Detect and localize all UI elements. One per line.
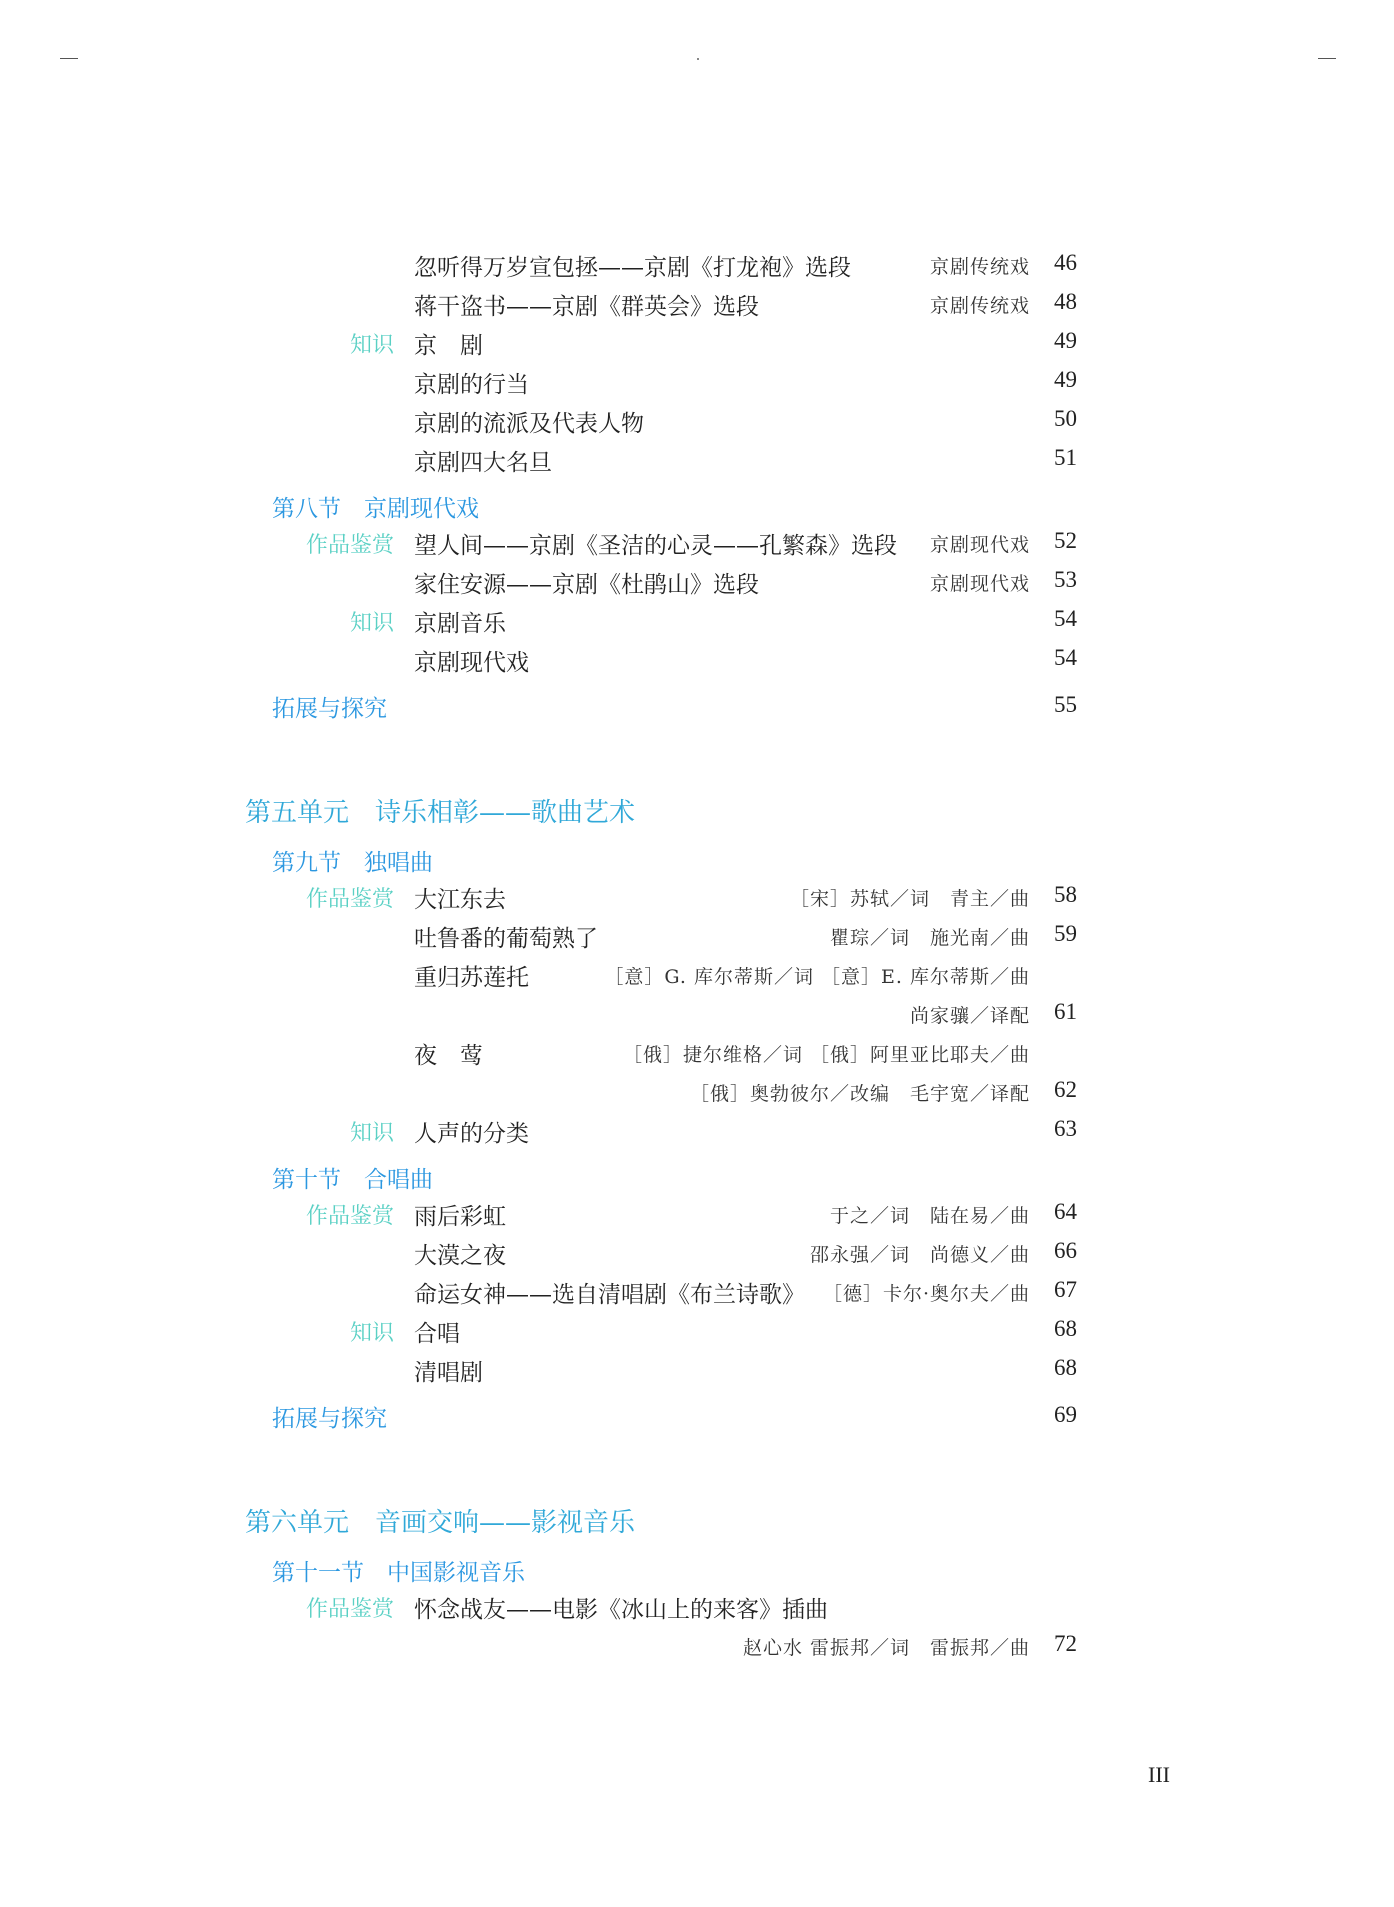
toc-entry: [0, 1351, 1394, 1390]
entry-title: 京剧四大名旦: [414, 450, 552, 476]
toc-entry: [0, 441, 1394, 480]
entry-title: 京剧现代戏: [414, 650, 529, 676]
entry-title: 望人间——京剧《圣洁的心灵——孔繁森》选段: [414, 533, 897, 559]
entry-page: 50: [1054, 406, 1077, 431]
extension-heading: [0, 680, 1394, 726]
entry-credit: 京剧现代戏: [929, 573, 1030, 595]
toc-entry-continuation: [0, 1073, 1394, 1112]
entry-title: 合唱: [414, 1321, 460, 1347]
entry-page: 49: [1054, 367, 1077, 392]
entry-page: 68: [1054, 1316, 1077, 1341]
entry-credit: 于之／词 陆在易／曲: [829, 1205, 1030, 1227]
entry-credit: ［俄］奥勃彼尔／改编 毛宇宽／译配: [689, 1083, 1030, 1105]
unit-heading: [0, 784, 1394, 834]
toc-entry: [0, 1195, 1394, 1234]
toc-entry: [0, 1234, 1394, 1273]
entry-page: 69: [1054, 1402, 1077, 1427]
section-label: 第十节 合唱曲: [272, 1167, 433, 1193]
extension-heading: [0, 1390, 1394, 1436]
entry-credit: ［宋］苏轼／词 青主／曲: [789, 888, 1030, 910]
entry-title: 怀念战友——电影《冰山上的来客》插曲: [414, 1597, 828, 1623]
toc-entry: [0, 1034, 1394, 1073]
toc-entry: [0, 878, 1394, 917]
toc-entry: [0, 246, 1394, 285]
page-number: III: [1148, 1762, 1170, 1787]
toc-entry: [0, 956, 1394, 995]
entry-page: 63: [1054, 1116, 1077, 1141]
entry-credit: 赵心水 雷振邦／词 雷振邦／曲: [742, 1637, 1030, 1659]
toc-entry-continuation: [0, 995, 1394, 1034]
entry-title: 大漠之夜: [414, 1243, 506, 1269]
extension-label: 拓展与探究: [272, 1406, 387, 1432]
unit-label: 第五单元 诗乐相彰——歌曲艺术: [245, 798, 636, 828]
entry-title: 京剧的行当: [414, 372, 529, 398]
entry-category: 作品鉴赏: [305, 1204, 394, 1229]
entry-title: 京 剧: [414, 333, 483, 359]
entry-category: 知识: [349, 1321, 394, 1346]
toc-entry: [0, 602, 1394, 641]
entry-title: 大江东去: [414, 887, 506, 913]
entry-credit: 京剧现代戏: [929, 534, 1030, 556]
section-heading: [0, 480, 1394, 524]
toc-entry: [0, 402, 1394, 441]
entry-title: 命运女神——选自清唱剧《布兰诗歌》: [414, 1282, 805, 1308]
toc-entry-continuation: [0, 1627, 1394, 1666]
toc-entry: [0, 917, 1394, 956]
section-label: 第九节 独唱曲: [272, 850, 433, 876]
entry-page: 66: [1054, 1238, 1077, 1263]
entry-page: 46: [1054, 250, 1077, 275]
entry-title: 吐鲁番的葡萄熟了: [414, 926, 598, 952]
toc-entry: [0, 1312, 1394, 1351]
unit-heading: [0, 1494, 1394, 1544]
entry-page: 54: [1054, 606, 1077, 631]
entry-page: 58: [1054, 882, 1077, 907]
toc-entry: [0, 1588, 1394, 1627]
section-heading: [0, 834, 1394, 878]
entry-credit: 尚家骧／译配: [909, 1005, 1030, 1027]
entry-title: 京剧的流派及代表人物: [414, 411, 644, 437]
entry-title: 蒋干盗书——京剧《群英会》选段: [414, 294, 759, 320]
entry-category: 知识: [349, 1121, 394, 1146]
entry-title: 忽听得万岁宣包拯——京剧《打龙袍》选段: [414, 255, 851, 281]
entry-category: 作品鉴赏: [305, 1597, 394, 1622]
toc-entry: [0, 641, 1394, 680]
center-mark: [697, 58, 699, 60]
entry-category: 知识: [349, 611, 394, 636]
toc-entry: [0, 324, 1394, 363]
entry-page: 61: [1054, 999, 1077, 1024]
entry-page: 54: [1054, 645, 1077, 670]
entry-page: 49: [1054, 328, 1077, 353]
crop-mark-right: [1318, 58, 1336, 59]
entry-title: 雨后彩虹: [414, 1204, 506, 1230]
entry-credit: ［德］卡尔·奥尔夫／曲: [822, 1283, 1030, 1305]
entry-title: 重归苏莲托: [414, 965, 529, 991]
entry-title: 京剧音乐: [414, 611, 506, 637]
crop-mark-left: [60, 58, 78, 59]
entry-page: 52: [1054, 528, 1077, 553]
unit-label: 第六单元 音画交响——影视音乐: [245, 1508, 636, 1538]
entry-category: 作品鉴赏: [305, 887, 394, 912]
entry-credit: 邵永强／词 尚德义／曲: [809, 1244, 1030, 1266]
toc-entry: [0, 1112, 1394, 1151]
entry-page: 68: [1054, 1355, 1077, 1380]
entry-category: 知识: [349, 333, 394, 358]
table-of-contents: [0, 246, 1394, 1666]
entry-title: 家住安源——京剧《杜鹃山》选段: [414, 572, 759, 598]
entry-page: 59: [1054, 921, 1077, 946]
entry-title: 人声的分类: [414, 1121, 529, 1147]
section-heading: [0, 1544, 1394, 1588]
entry-credit: 京剧传统戏: [929, 295, 1030, 317]
entry-page: 62: [1054, 1077, 1077, 1102]
entry-category: 作品鉴赏: [305, 533, 394, 558]
extension-label: 拓展与探究: [272, 696, 387, 722]
toc-entry: [0, 285, 1394, 324]
toc-entry: [0, 524, 1394, 563]
section-heading: [0, 1151, 1394, 1195]
entry-title: 清唱剧: [414, 1360, 483, 1386]
entry-credit: ［意］G. 库尔蒂斯／词 ［意］E. 库尔蒂斯／曲: [604, 966, 1030, 988]
entry-page: 48: [1054, 289, 1077, 314]
entry-credit: ［俄］捷尔维格／词 ［俄］阿里亚比耶夫／曲: [622, 1044, 1030, 1066]
toc-entry: [0, 563, 1394, 602]
section-label: 第十一节 中国影视音乐: [272, 1560, 525, 1586]
section-label: 第八节 京剧现代戏: [272, 496, 479, 522]
entry-page: 51: [1054, 445, 1077, 470]
entry-page: 72: [1054, 1631, 1077, 1656]
toc-entry: [0, 1273, 1394, 1312]
entry-page: 64: [1054, 1199, 1077, 1224]
entry-title: 夜 莺: [414, 1043, 483, 1069]
toc-entry: [0, 363, 1394, 402]
entry-page: 67: [1054, 1277, 1077, 1302]
entry-page: 53: [1054, 567, 1077, 592]
entry-credit: 京剧传统戏: [929, 256, 1030, 278]
entry-page: 55: [1054, 692, 1077, 717]
entry-credit: 瞿琮／词 施光南／曲: [829, 927, 1030, 949]
